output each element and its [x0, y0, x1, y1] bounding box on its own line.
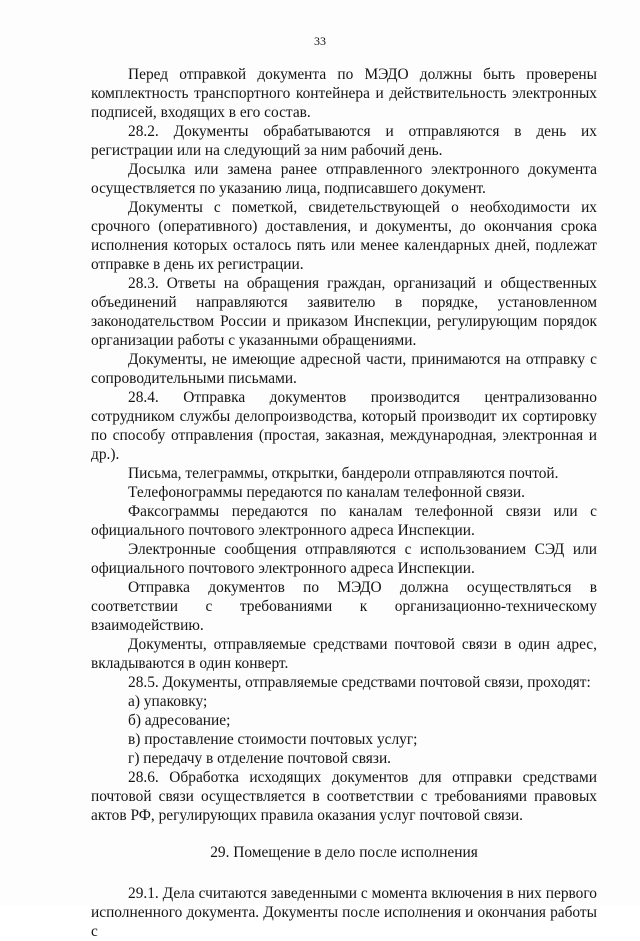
paragraph-28-5: 28.5. Документы, отправляемые средствами почтовой связи, проходят: — [128, 674, 591, 691]
list-item-post-office: г) передачу в отделение почтовой связи. — [128, 750, 392, 767]
page-number: 33 — [314, 34, 326, 48]
paragraph-faxes: Факсограммы передаются по каналам телефонной связи или с официального почтового электронного адреса Инспекции. — [91, 503, 597, 539]
document-body — [91, 65, 597, 941]
paragraph-email: Электронные сообщения отправляются с использованием СЭД или официального почтового электронного адреса Инспекции. — [91, 541, 597, 577]
paragraph-telephonograms: Телефонограммы передаются по каналам телефонной связи. — [128, 484, 525, 501]
list-item-postage: в) проставление стоимости почтовых услуг; — [128, 731, 418, 748]
list-item-addressing: б) адресование; — [128, 712, 231, 729]
paragraph-mail: Письма, телеграммы, открытки, бандероли отправляются почтой. — [128, 465, 559, 482]
paragraph-28-3: 28.3. Ответы на обращения граждан, организаций и общественных объединений направляются заявителю в порядке, установленном законодательством России и приказом Инспекции, регулирующим порядок организации работы с указанными обращениями. — [91, 275, 597, 349]
section-heading: 29. Помещение в дело после исполнения — [210, 844, 478, 861]
paragraph-urgent-docs: Документы с пометкой, свидетельствующей о необходимости их срочного (оперативного) доставления, и документы, до окончания срока исполнения которых осталось пять или менее календарных дней, подлежат отправке в день их регистрации. — [91, 199, 597, 273]
paragraph-29-1: 29.1. Дела считаются заведенными с момента включения в них первого исполненного документа. Документы после исполнения и окончания работы с — [91, 885, 597, 940]
paragraph-medo-check: Перед отправкой документа по МЭДО должны быть проверены комплектность транспортного контейнера и действительность электронных подписей, входящих в его состав. — [91, 66, 597, 121]
paragraph-medo-requirements: Отправка документов по МЭДО должна осуществляться в соответствии с требованиями к организационно-техническому взаимодействию. — [91, 579, 597, 634]
paragraph-28-2: 28.2. Документы обрабатываются и отправляются в день их регистрации или на следующий за ним рабочий день. — [91, 123, 597, 159]
paragraph-28-6: 28.6. Обработка исходящих документов для отправки средствами почтовой связи осуществляется в соответствии с требованиями правовых актов РФ, регулирующих правила оказания услуг почтовой связи. — [91, 769, 597, 824]
paragraph-resend: Досылка или замена ранее отправленного электронного документа осуществляется по указанию лица, подписавшего документ. — [91, 161, 597, 197]
paragraph-cover-letters: Документы, не имеющие адресной части, принимаются на отправку с сопроводительными письмами. — [91, 351, 597, 387]
list-item-packing: а) упаковку; — [128, 693, 208, 710]
paragraph-28-4: 28.4. Отправка документов производится централизованно сотрудником службы делопроизводства, который производит их сортировку по способу отправления (простая, заказная, международная, электронная и др.). — [91, 389, 597, 463]
paragraph-one-envelope: Документы, отправляемые средствами почтовой связи в один адрес, вкладываются в один конверт. — [91, 636, 597, 672]
